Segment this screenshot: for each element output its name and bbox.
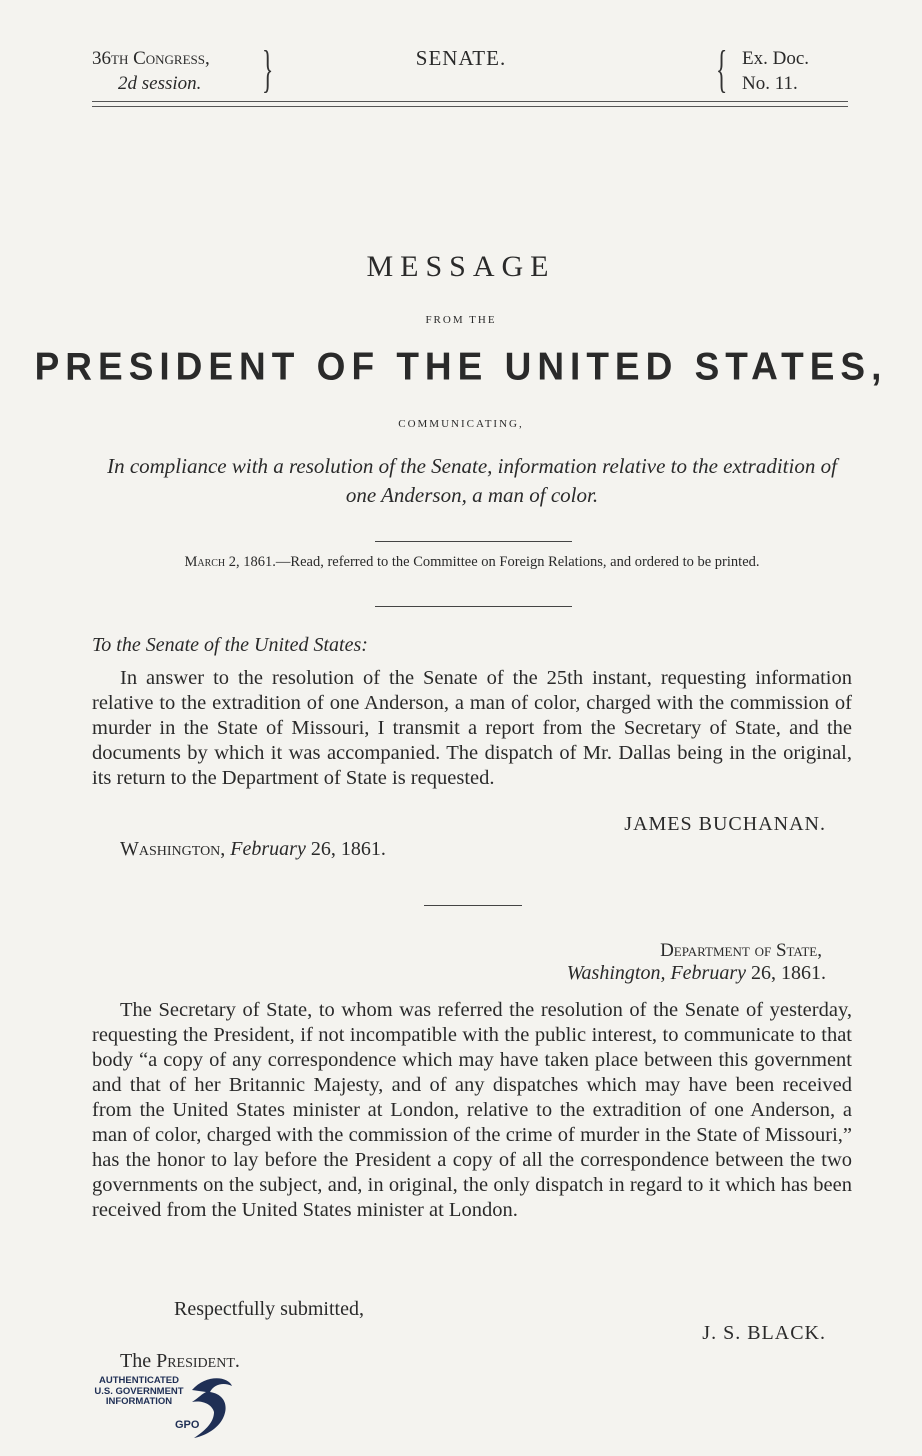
communicating-label: COMMUNICATING, bbox=[398, 418, 524, 430]
black-signature: J. S. BLACK. bbox=[702, 1322, 826, 1344]
report-body-text: The Secretary of State, to whom was referred the resolution of the Senate of yesterday, requesting the President, if not incompatible with the public interest, to communicate to that body “a copy of any correspondence which may have taken place between this government and that of her Britannic Majesty, and of any dispatches which may have been received from the United States minister at London, relative to the extradition of one Anderson, a man of color, charged with the commission of the crime of murder in the State of Missouri,” has the honor to lay before the President a copy of all the correspondence between the two governments on the subject, and, in original, the only dispatch in regard to it which has been received from the United States minister at London. bbox=[92, 999, 852, 1221]
session-label: 2d session. bbox=[118, 73, 202, 94]
buchanan-signature: JAMES BUCHANAN. bbox=[624, 813, 826, 835]
section-rule bbox=[424, 905, 522, 906]
letter-date: 26, 1861. bbox=[305, 838, 386, 860]
referral-note bbox=[92, 553, 852, 572]
letter-month: February bbox=[230, 838, 306, 860]
gpo-authentication-stamp bbox=[80, 1372, 240, 1442]
congress-label: 36th Congress, bbox=[92, 48, 210, 69]
salutation: To the Senate of the United States: bbox=[92, 634, 368, 656]
from-the-label: FROM THE bbox=[425, 314, 497, 326]
document-number bbox=[742, 46, 809, 96]
referral-text: 2, 1861.—Read, referred to the Committee on Foreign Relations, and ordered to be printed. bbox=[225, 554, 760, 570]
letter-place: Washington, bbox=[120, 838, 226, 860]
doc-type-label: Ex. Doc. bbox=[742, 48, 810, 69]
left-brace: } bbox=[262, 41, 274, 98]
referral-month: March bbox=[184, 554, 226, 570]
stamp-text bbox=[80, 1376, 198, 1408]
letter-body bbox=[92, 666, 852, 791]
addressee-prefix: The bbox=[120, 1350, 157, 1372]
report-body bbox=[92, 998, 852, 1223]
doc-number-label: No. 11. bbox=[742, 73, 798, 94]
chamber-label: SENATE. bbox=[415, 46, 507, 70]
report-date: 26, 1861. bbox=[746, 962, 826, 984]
stamp-line-1: AUTHENTICATED bbox=[98, 1375, 180, 1386]
eagle-icon bbox=[184, 1372, 240, 1442]
divider-rule bbox=[375, 606, 572, 607]
report-place: Washington, February bbox=[566, 962, 746, 984]
letter-body-text: In answer to the resolution of the Senate of the 25th instant, requesting information relative to the extradition of one Anderson, a man of color, charged with the commission of murder in the State of Missouri, I transmit a report from the Secretary of State, and the documents by which it was accompanied. The dispatch of Mr. Dallas being in the original, its return to the Department of State is requested. bbox=[92, 667, 852, 789]
closing: Respectfully submitted, bbox=[174, 1298, 364, 1320]
divider-rule bbox=[375, 541, 572, 542]
right-brace: { bbox=[716, 41, 728, 98]
message-heading: MESSAGE bbox=[366, 250, 556, 283]
president-heading: PRESIDENT OF THE UNITED STATES, bbox=[34, 344, 888, 388]
stamp-line-3: INFORMATION bbox=[105, 1396, 173, 1407]
header-rule bbox=[92, 101, 848, 102]
letter-dateline bbox=[120, 838, 386, 861]
report-dateline bbox=[0, 962, 826, 985]
addressee bbox=[120, 1350, 240, 1373]
subject-line: In compliance with a resolution of the Senate, information relative to the extradition of one Anderson, a man of color. bbox=[107, 454, 837, 507]
addressee-title: President. bbox=[156, 1350, 240, 1372]
stamp-line-2: U.S. GOVERNMENT bbox=[94, 1385, 184, 1397]
gpo-logo-text: GPO bbox=[175, 1419, 200, 1431]
department-heading: Department of State, bbox=[660, 940, 822, 961]
header-rule-double bbox=[92, 106, 848, 107]
